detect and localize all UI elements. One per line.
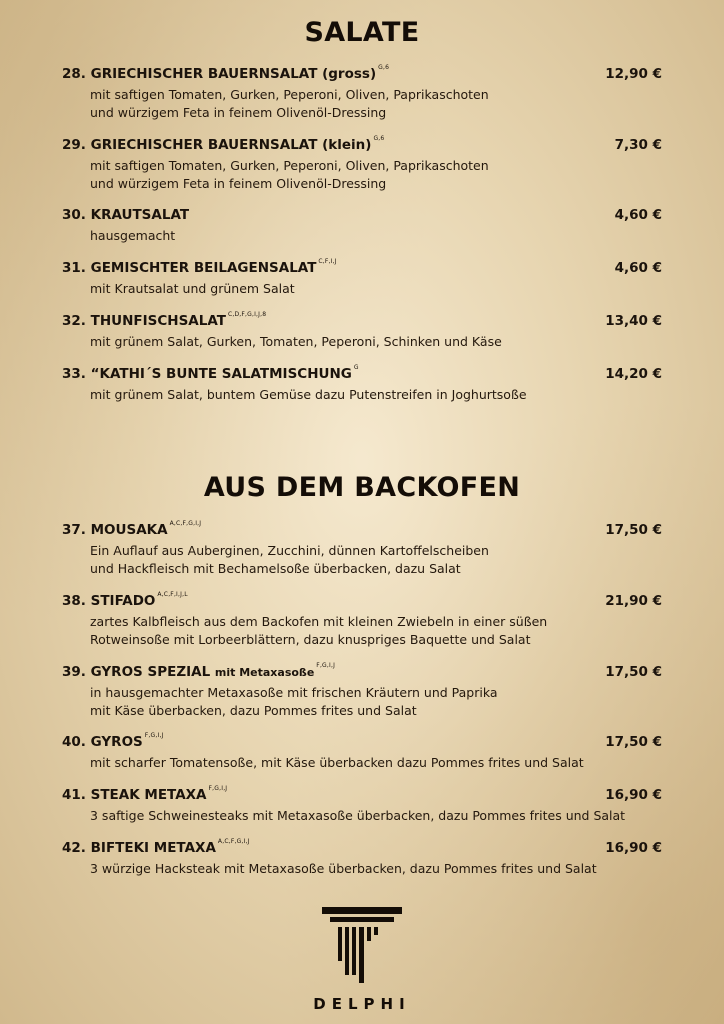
menu-item — [62, 593, 662, 648]
item-name: 37. MOUSAKA $^{A,C,F,G,I,J}$ — [62, 520, 202, 538]
item-name: 32. THUNFISCHSALAT $^{C,D,F,G,I,J,8}$ — [62, 311, 267, 329]
item-name: 30. KRAUTSALAT — [62, 207, 190, 223]
section-title-backofen: AUS DEM BACKOFEN — [203, 472, 521, 503]
delphi-logo — [300, 905, 424, 1015]
item-description: 3 würzige Hacksteak mit Metaxasoße überbacken, dazu Pommes frites und Salat — [90, 861, 597, 876]
item-description: mit grünem Salat, buntem Gemüse dazu Putenstreifen in Joghurtsoße — [90, 387, 527, 402]
item-description: hausgemacht — [90, 228, 176, 243]
item-price: 13,40 € — [605, 313, 662, 329]
item-name: 31. GEMISCHTER BEILAGENSALAT $^{C,F,I,J}$ — [62, 258, 337, 276]
item-description: mit scharfer Tomatensoße, mit Käse überbacken dazu Pommes frites und Salat — [90, 755, 584, 770]
menu-item — [62, 207, 662, 245]
menu-item — [62, 260, 662, 298]
item-price: 16,90 € — [605, 840, 662, 856]
menu-item — [62, 522, 662, 577]
item-name: 38. STIFADO $^{A,C,F,I,J,L}$ — [62, 591, 188, 609]
item-description: mit saftigen Tomaten, Gurken, Peperoni, Oliven, Paprikaschoten und würzigem Feta in feinem Olivenöl-Dressing — [90, 87, 489, 120]
item-price: 17,50 € — [605, 664, 662, 680]
item-price: 4,60 € — [614, 207, 662, 223]
menu-item — [62, 840, 662, 878]
item-description: mit grünem Salat, Gurken, Tomaten, Peperoni, Schinken und Käse — [90, 334, 502, 349]
menu-item — [62, 66, 662, 121]
item-price: 17,50 € — [605, 522, 662, 538]
item-name: 42. BIFTEKI METAXA $^{A,C,F,G,I,J}$ — [62, 838, 250, 856]
menu-item — [62, 734, 662, 772]
item-price: 17,50 € — [605, 734, 662, 750]
greek-column-icon — [300, 905, 424, 987]
menu-item — [62, 313, 662, 351]
item-name: 29. GRIECHISCHER BAUERNSALAT (klein) $^{G,6}$ — [62, 135, 385, 153]
menu-item — [62, 787, 662, 825]
item-name: 28. GRIECHISCHER BAUERNSALAT (gross) $^{G,6}$ — [62, 64, 390, 82]
item-price: 12,90 € — [605, 66, 662, 82]
logo-text: DELPHI — [313, 995, 411, 1013]
item-description: Ein Auflauf aus Auberginen, Zucchini, dünnen Kartoffelscheiben und Hackfleisch mit Bechamelsoße überbacken, dazu Salat — [90, 543, 489, 576]
item-name: 33. “KATHI´S BUNTE SALATMISCHUNG $^G$ — [62, 364, 359, 382]
item-price: 21,90 € — [605, 593, 662, 609]
item-name: 40. GYROS $^{F,G,I,J}$ — [62, 732, 164, 750]
item-description: mit saftigen Tomaten, Gurken, Peperoni, Oliven, Paprikaschoten und würzigem Feta in feinem Olivenöl-Dressing — [90, 158, 489, 191]
menu-item — [62, 664, 662, 719]
item-price: 14,20 € — [605, 366, 662, 382]
menu-item — [62, 137, 662, 192]
item-name: 39. GYROS SPEZIAL mit Metaxasoße$^{F,G,I,J}$ — [62, 662, 336, 680]
item-name: 41. STEAK METAXA $^{F,G,I,J}$ — [62, 785, 228, 803]
item-description: in hausgemachter Metaxasoße mit frischen Kräutern und Paprika mit Käse überbacken, dazu Pommes frites und Salat — [90, 685, 498, 718]
item-price: 16,90 € — [605, 787, 662, 803]
section-title-salate: SALATE — [304, 17, 420, 48]
menu-item — [62, 366, 662, 404]
item-description: mit Krautsalat und grünem Salat — [90, 281, 295, 296]
item-description: 3 saftige Schweinesteaks mit Metaxasoße überbacken, dazu Pommes frites und Salat — [90, 808, 626, 823]
item-price: 7,30 € — [614, 137, 662, 153]
item-price: 4,60 € — [614, 260, 662, 276]
item-description: zartes Kalbfleisch aus dem Backofen mit kleinen Zwiebeln in einer süßen Rotweinsoße mit Lorbeerblättern, dazu knuspriges Baquette und Salat — [90, 614, 548, 647]
